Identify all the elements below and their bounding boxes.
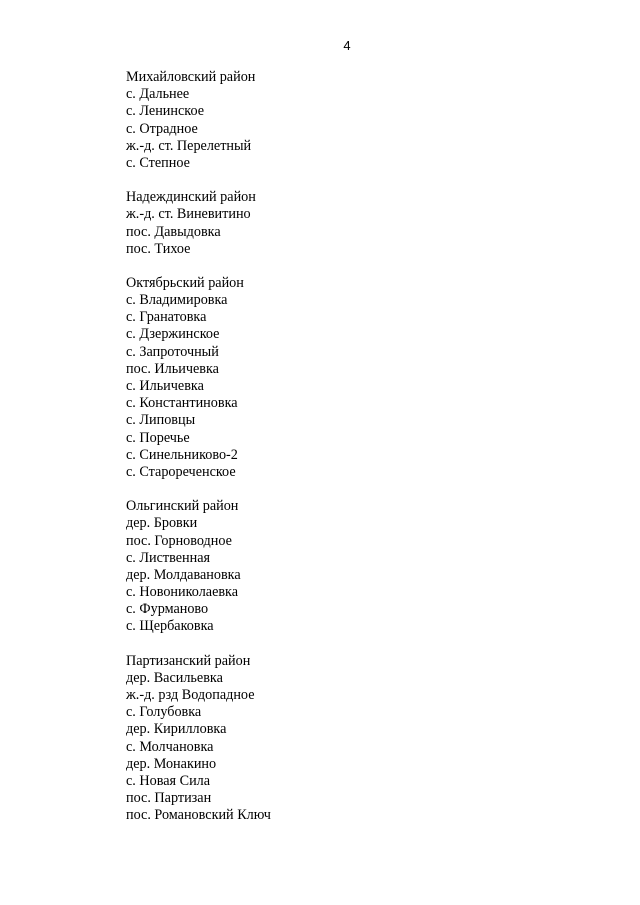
settlement-item: с. Лиственная: [126, 549, 211, 566]
settlement-item: с. Дзержинское: [126, 326, 220, 343]
settlement-item: с. Поречье: [126, 429, 190, 446]
settlement-item: с. Отрадное: [126, 120, 198, 137]
settlement-item: с. Дальнее: [126, 86, 190, 103]
settlement-item: с. Ильичевка: [126, 378, 204, 394]
district-title: Ольгинский район: [126, 498, 239, 515]
district-partizansky: [126, 653, 606, 825]
settlement-item: пос. Давыдовка: [126, 223, 221, 240]
settlement-item: с. Владимировка: [126, 292, 228, 309]
settlement-item: с. Голубовка: [126, 704, 202, 721]
settlement-item: с. Запроточный: [126, 343, 219, 360]
district-title: Партизанский район: [126, 652, 251, 669]
settlement-item: с. Константиновка: [126, 395, 238, 412]
settlement-item: ж.-д. ст. Виневитино: [126, 206, 251, 223]
settlement-item: пос. Романовский Ключ: [126, 807, 271, 824]
settlement-item: с. Липовцы: [126, 412, 196, 429]
settlement-item: с. Новая Сила: [126, 772, 211, 789]
settlement-item: пос. Горноводное: [126, 532, 232, 549]
district-oktyabrsky: [126, 275, 606, 481]
settlement-item: ж.-д. рзд Водопадное: [126, 687, 255, 703]
settlement-item: с. Новониколаевка: [126, 584, 239, 601]
district-mikhailovsky: [126, 69, 606, 172]
settlement-item: дер. Кирилловка: [126, 721, 227, 738]
settlement-item: ж.-д. ст. Перелетный: [126, 137, 252, 154]
settlement-item: с. Синельниково-2: [126, 446, 238, 463]
settlement-item: дер. Бровки: [126, 515, 198, 532]
settlement-item: пос. Ильичевка: [126, 360, 219, 377]
district-title: Надеждинский район: [126, 189, 256, 206]
settlement-item: с. Фурманово: [126, 601, 209, 618]
page-number: 4: [343, 38, 351, 53]
settlement-item: с. Степное: [126, 154, 190, 171]
district-nadezhdinsky: [126, 189, 606, 258]
settlement-item: дер. Монакино: [126, 755, 217, 772]
district-title: Михайловский район: [126, 69, 256, 85]
settlement-item: дер. Молдавановка: [126, 566, 241, 583]
settlement-item: с. Молчановка: [126, 738, 214, 755]
settlement-item: с. Щербаковка: [126, 618, 214, 635]
settlement-item: с. Ленинское: [126, 103, 205, 120]
settlement-item: пос. Партизан: [126, 790, 212, 807]
settlement-item: пос. Тихое: [126, 240, 191, 257]
district-olginsky: [126, 498, 606, 636]
settlement-item: с. Гранатовка: [126, 309, 207, 326]
district-list: [126, 69, 606, 842]
settlement-item: с. Старореченское: [126, 463, 236, 480]
district-title: Октябрьский район: [126, 274, 244, 291]
settlement-item: дер. Васильевка: [126, 669, 223, 686]
